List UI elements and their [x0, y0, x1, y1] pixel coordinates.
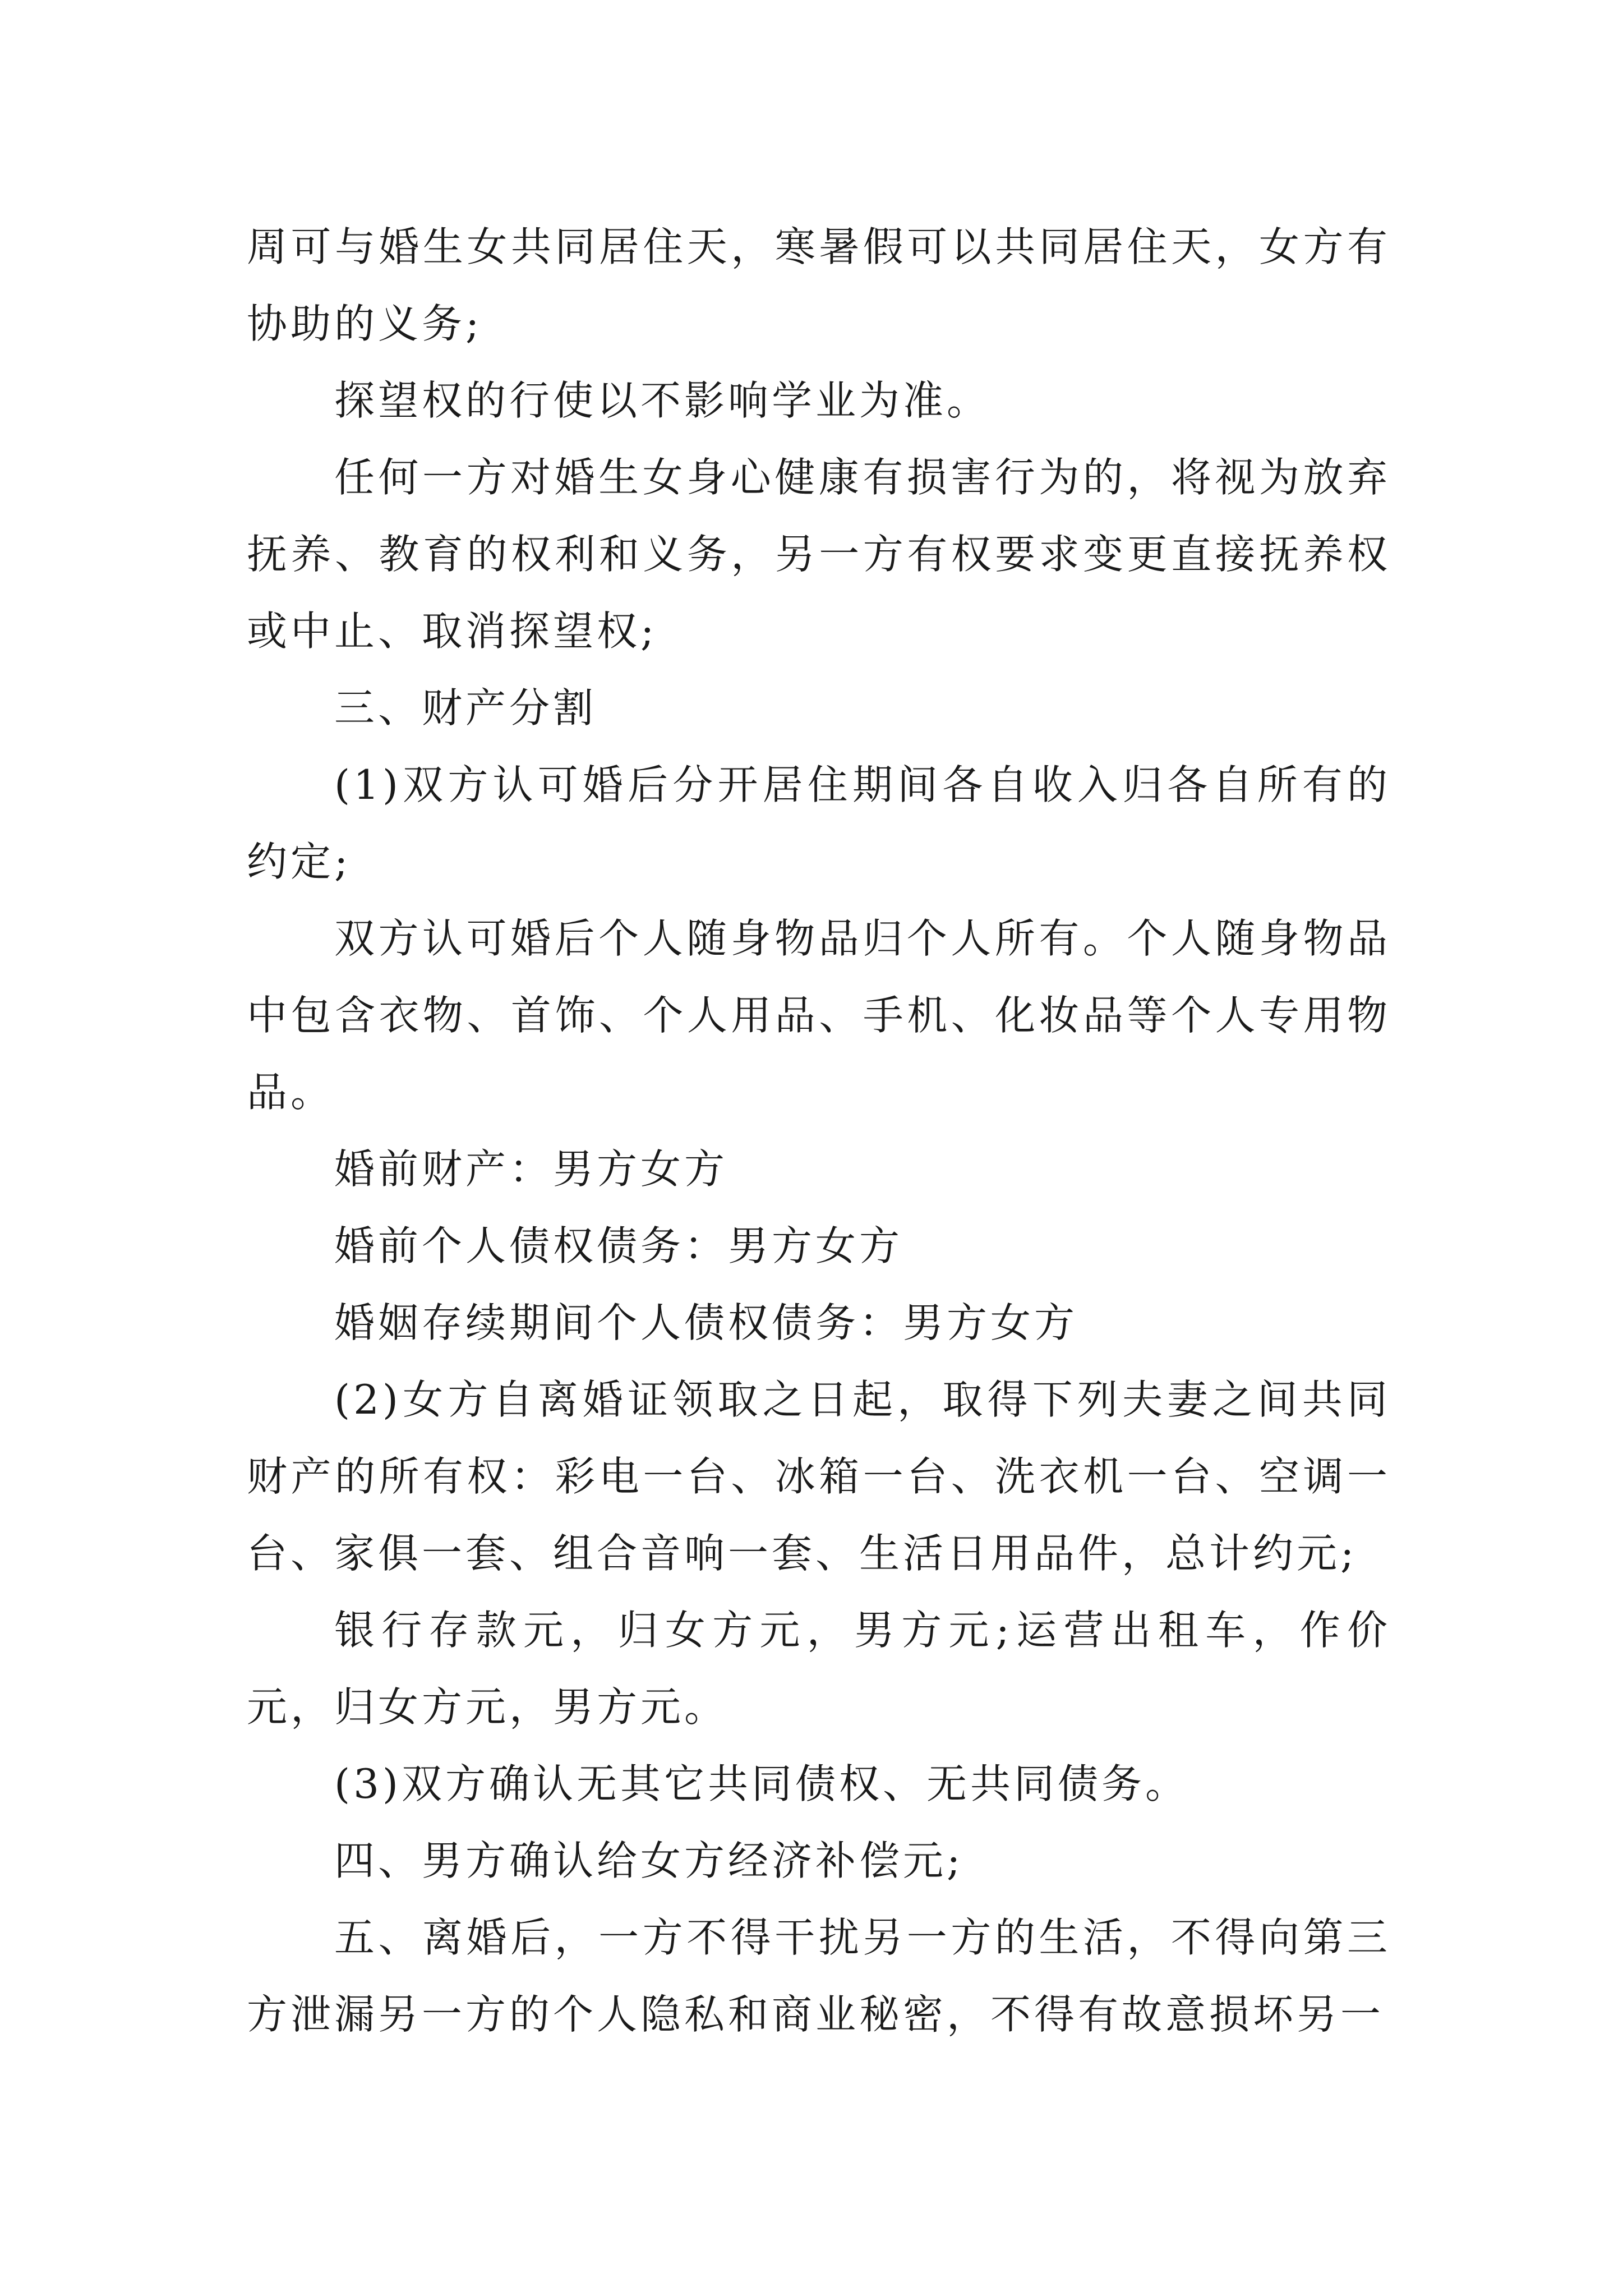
paragraph-marital-debts: 婚姻存续期间个人债权债务：男方女方	[334, 1299, 1078, 1346]
paragraph-income-clause: (1)双方认可婚后分开居住期间各自收入归各自所有的约定;	[247, 761, 1391, 885]
paragraph-personal-items: 双方认可婚后个人随身物品归个人所有。个人随身物品中包含衣物、首饰、个人用品、手机、化妆品等个人专用物品。	[247, 915, 1391, 1116]
paragraph-joint-property: (2)女方自离婚证领取之日起，取得下列夫妻之间共同财产的所有权：彩电一台、冰箱一台、洗衣机一台、空调一台、家俱一套、组合音响一套、生活日用品件，总计约元;	[247, 1376, 1391, 1577]
document-body	[247, 209, 1391, 2053]
paragraph-continued: 周可与婚生女共同居住天，寒暑假可以共同居住天，女方有协助的义务;	[247, 223, 1391, 347]
section-heading-compensation: 四、男方确认给女方经济补偿元;	[334, 1837, 964, 1884]
paragraph-premarital-property: 婚前财产：男方女方	[334, 1145, 728, 1193]
paragraph-no-joint-debts: (3)双方确认无其它共同债权、无共同债务。	[334, 1760, 1189, 1807]
paragraph-bank-deposits: 银行存款元，归女方元，男方元;运营出租车，作价元，归女方元，男方元。	[247, 1607, 1391, 1731]
section-heading-non-interference: 五、离婚后，一方不得干扰另一方的生活，不得向第三方泄漏另一方的个人隐私和商业秘密，不得有故意损坏另一	[247, 1914, 1391, 2038]
paragraph-premarital-debts: 婚前个人债权债务：男方女方	[334, 1222, 903, 1269]
paragraph-visitation-rule: 探望权的行使以不影响学业为准。	[334, 377, 991, 424]
section-heading-property: 三、财产分割	[334, 684, 597, 731]
paragraph-harm-clause: 任何一方对婚生女身心健康有损害行为的，将视为放弃抚养、教育的权利和义务，另一方有权要求变更直接抚养权或中止、取消探望权;	[247, 454, 1391, 655]
